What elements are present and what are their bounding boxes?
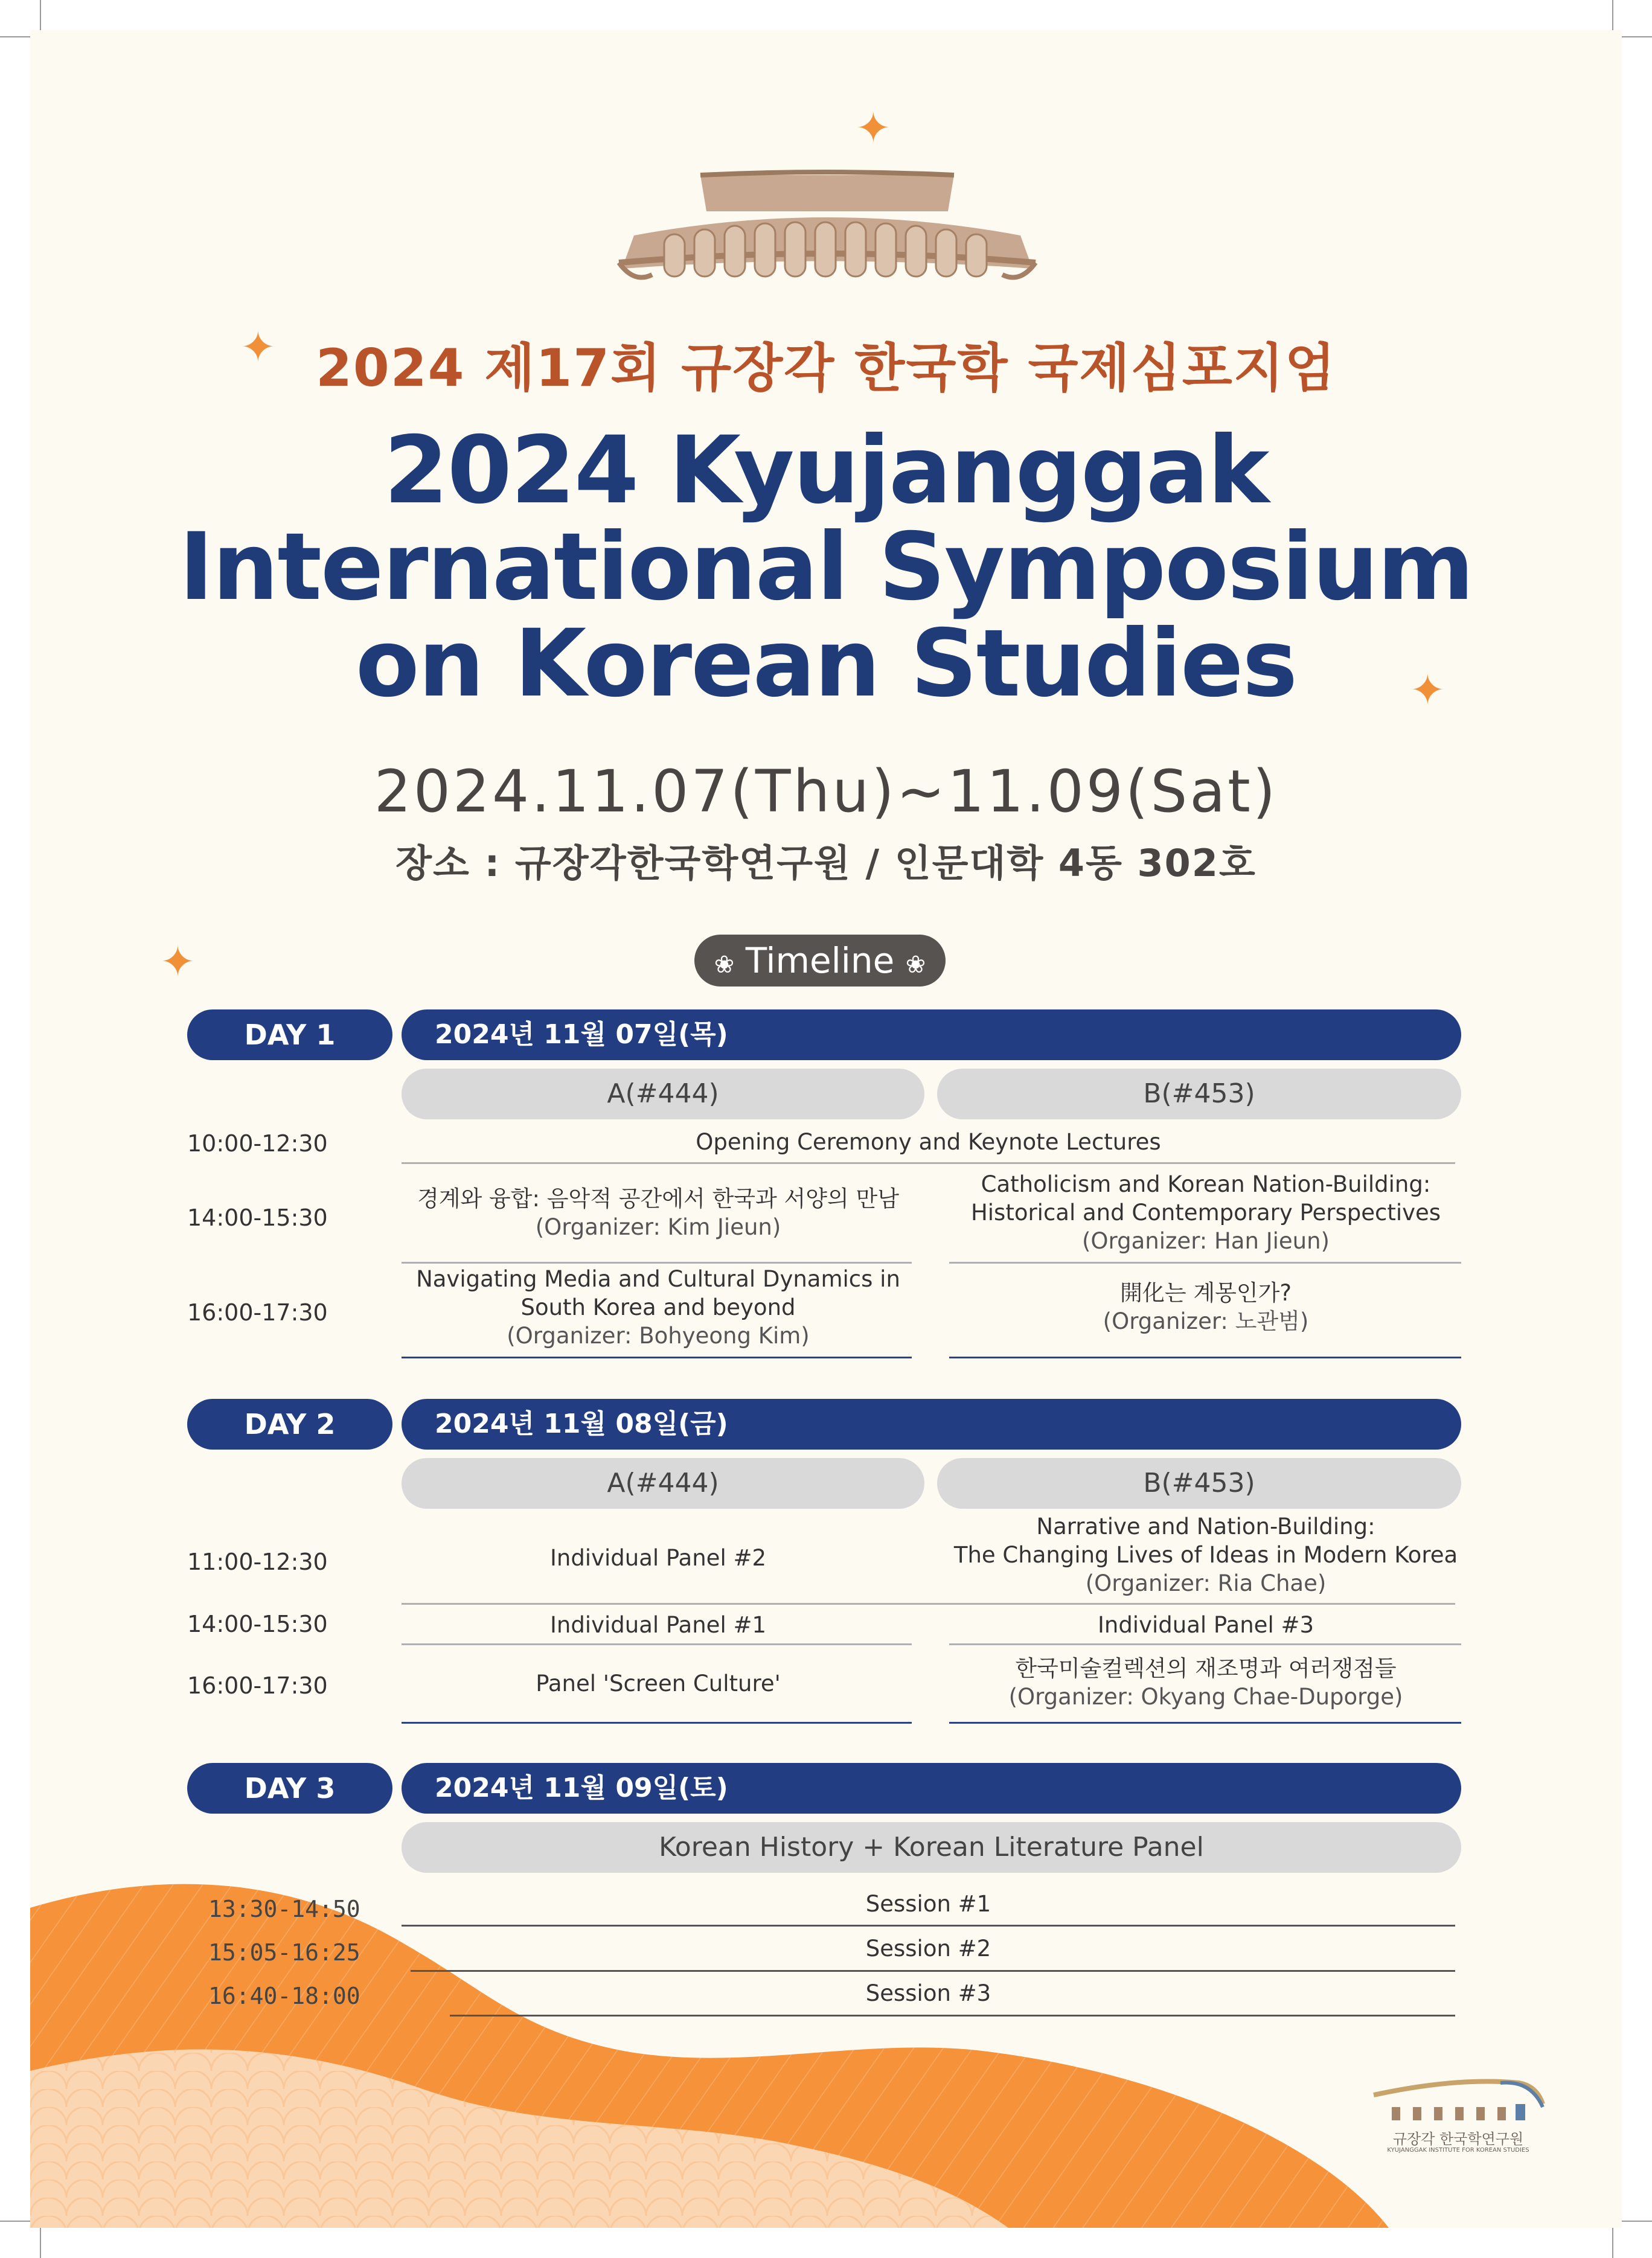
divider <box>402 1262 912 1264</box>
title-english-line1: 2024 Kyujanggak <box>383 417 1269 525</box>
session-organizer: (Organizer: Han Jieun) <box>1082 1228 1330 1254</box>
day2-room-b: B(#453) <box>937 1458 1461 1509</box>
divider <box>402 1603 1455 1605</box>
divider <box>949 1643 1461 1645</box>
day2-session-b2: Individual Panel #3 <box>1097 1612 1314 1638</box>
day1-time-3: 16:00-17:30 <box>187 1299 328 1326</box>
day1-session-a2 <box>402 1185 915 1241</box>
divider <box>402 1357 912 1358</box>
divider <box>402 1643 912 1645</box>
session-title: South Korea and beyond <box>520 1294 796 1320</box>
day1-room-a: A(#444) <box>402 1069 924 1119</box>
day3-time-3: 16:40-18:00 <box>208 1983 360 2009</box>
day2-date: 2024년 11월 08일(금) <box>402 1399 1461 1450</box>
title-korean: 2024 제17회 규장각 한국학 국제심포지엄 <box>316 338 1336 398</box>
divider <box>402 1722 912 1724</box>
day3-time-2: 15:05-16:25 <box>208 1939 360 1966</box>
institute-logo-name: 규장각 한국학연구원 <box>1392 2131 1524 2148</box>
institute-logo-icon <box>1368 2071 1549 2125</box>
day3-panel: Korean History + Korean Literature Panel <box>402 1822 1461 1873</box>
day1-label: DAY 1 <box>187 1009 392 1060</box>
day2-session-a1: Individual Panel #2 <box>549 1545 767 1571</box>
crop-mark <box>1612 0 1613 30</box>
day2-session-a2: Individual Panel #1 <box>549 1612 767 1638</box>
day2-label: DAY 2 <box>187 1399 392 1450</box>
divider <box>402 1925 1455 1927</box>
day2-session-a3: Panel 'Screen Culture' <box>536 1671 781 1697</box>
institute-logo-english: KYUJANGGAK INSTITUTE FOR KOREAN STUDIES <box>1387 2147 1529 2154</box>
session-title: Narrative and Nation-Building: <box>1036 1514 1375 1540</box>
day1-session-b2 <box>949 1170 1462 1255</box>
timeline-label <box>694 935 946 987</box>
session-organizer: (Organizer: Kim Jieun) <box>535 1214 781 1240</box>
flower-icon: ❀ <box>905 951 926 979</box>
session-organizer: (Organizer: Bohyeong Kim) <box>507 1323 810 1349</box>
day2-time-1: 11:00-12:30 <box>187 1549 328 1575</box>
divider <box>949 1722 1461 1724</box>
divider <box>411 1970 1455 1972</box>
day2-room-a: A(#444) <box>402 1458 924 1509</box>
day3-time-1: 13:30-14:50 <box>208 1896 360 1922</box>
sparkle-icon: ✦ <box>240 322 276 372</box>
day2-session-b3 <box>949 1654 1462 1711</box>
title-english-line2: International Symposium <box>179 513 1473 621</box>
divider <box>450 2015 1455 2017</box>
day1-room-b: B(#453) <box>937 1069 1461 1119</box>
sparkle-icon: ✦ <box>1410 665 1446 715</box>
day1-time-1: 10:00-12:30 <box>187 1130 328 1157</box>
session-title: 開化는 계몽인가? <box>1119 1280 1292 1306</box>
day1-session-a3 <box>402 1265 915 1350</box>
sparkle-icon: ✦ <box>160 937 196 987</box>
timeline-text: Timeline <box>745 940 895 981</box>
crop-mark <box>40 0 41 30</box>
title-english-line3: on Korean Studies <box>355 610 1297 718</box>
day3-session-1: Session #1 <box>865 1891 991 1917</box>
session-title: The Changing Lives of Ideas in Modern Korea <box>953 1542 1458 1568</box>
session-title: Navigating Media and Cultural Dynamics in <box>416 1266 900 1292</box>
day1-session-b3 <box>949 1279 1462 1335</box>
divider <box>949 1262 1461 1264</box>
sparkle-icon: ✦ <box>856 103 891 153</box>
day2-time-2: 14:00-15:30 <box>187 1611 328 1637</box>
traditional-roof-illustration <box>610 163 1045 293</box>
session-title: Historical and Contemporary Perspectives <box>970 1200 1441 1226</box>
crop-mark <box>1622 36 1652 37</box>
crop-mark <box>40 2228 41 2258</box>
day3-date: 2024년 11월 09일(토) <box>402 1763 1461 1814</box>
session-organizer: (Organizer: Okyang Chae-Duporge) <box>1008 1684 1403 1710</box>
day1-date: 2024년 11월 07일(목) <box>402 1009 1461 1060</box>
day3-session-2: Session #2 <box>865 1936 991 1962</box>
session-title: 경계와 융합: 음악적 공간에서 한국과 서양의 만남 <box>417 1186 899 1212</box>
day3-label: DAY 3 <box>187 1763 392 1814</box>
flower-icon: ❀ <box>714 951 735 979</box>
day1-time-2: 14:00-15:30 <box>187 1204 328 1231</box>
session-organizer: (Organizer: 노관범) <box>1103 1308 1309 1334</box>
day2-time-3: 16:00-17:30 <box>187 1672 328 1699</box>
event-venue: 장소 : 규장각한국학연구원 / 인문대학 4동 302호 <box>395 841 1257 885</box>
day3-session-3: Session #3 <box>865 1980 991 2006</box>
session-organizer: (Organizer: Ria Chae) <box>1085 1570 1327 1596</box>
divider <box>949 1357 1461 1358</box>
session-title: 한국미술컬렉션의 재조명과 여러쟁점들 <box>1015 1655 1397 1681</box>
crop-mark <box>0 2221 30 2222</box>
day2-session-b1 <box>949 1512 1462 1598</box>
divider <box>402 1162 1455 1164</box>
event-dates: 2024.11.07(Thu)~11.09(Sat) <box>374 758 1278 825</box>
day1-opening: Opening Ceremony and Keynote Lectures <box>696 1129 1161 1155</box>
session-title: Catholicism and Korean Nation-Building: <box>981 1171 1431 1197</box>
crop-mark <box>1622 2221 1652 2222</box>
crop-mark <box>0 36 30 37</box>
crop-mark <box>1612 2228 1613 2258</box>
